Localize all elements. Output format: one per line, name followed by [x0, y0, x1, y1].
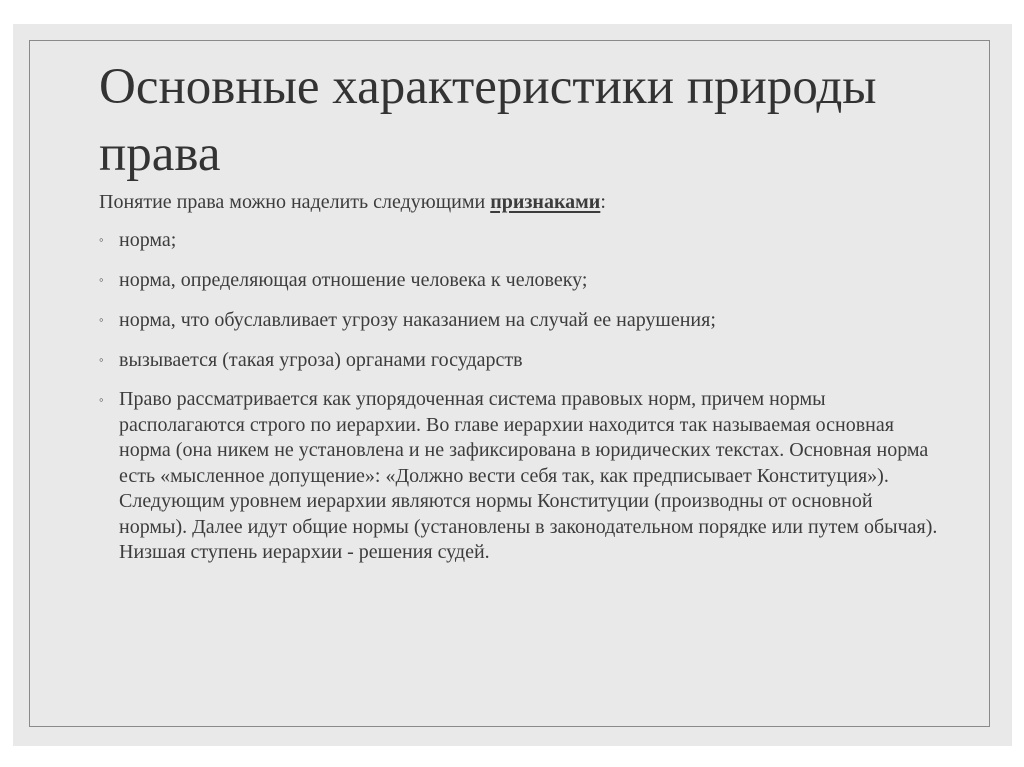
- bullet-icon: ◦: [99, 392, 104, 407]
- list-item: [99, 387, 939, 566]
- list-item: [99, 227, 969, 253]
- intro-colon: :: [600, 191, 606, 213]
- bullet-icon: ◦: [99, 352, 104, 367]
- intro-keyword: признаками: [490, 191, 601, 213]
- bullet-icon: ◦: [99, 272, 104, 287]
- list-item: [99, 267, 969, 293]
- slide-body: [99, 189, 969, 580]
- intro-paragraph: [99, 189, 969, 215]
- slide: [13, 24, 1012, 746]
- list-item-text: вызывается (такая угроза) органами государств: [119, 349, 523, 371]
- list-item-text: Право рассматривается как упорядоченная система правовых норм, причем нормы располагаются строго по иерархии. Во главе иерархии находится так называемая основная норма (она никем не установлена и не зафиксирована в юридических текстах. Основная норма есть «мысленное допущение»: «Должно вести себя так, как предписывает Конституция»). Следующим уровнем иерархии являются нормы Конституции (производны от основной нормы). Далее идут общие нормы (установлены в законодательном порядке или путем обычая). Низшая ступень иерархии - решения судей.: [119, 388, 938, 563]
- list-item-text: норма, что обуславливает угрозу наказанием на случай ее нарушения;: [119, 309, 716, 331]
- bullet-icon: ◦: [99, 232, 104, 247]
- list-item-text: норма;: [119, 229, 177, 251]
- intro-text: Понятие права можно наделить следующими: [99, 191, 491, 213]
- list-item-text: норма, определяющая отношение человека к человеку;: [119, 269, 588, 291]
- list-item: [99, 307, 969, 333]
- bullet-icon: ◦: [99, 312, 104, 327]
- list-item: [99, 347, 969, 373]
- slide-title: Основные характеристики природы права: [99, 59, 877, 182]
